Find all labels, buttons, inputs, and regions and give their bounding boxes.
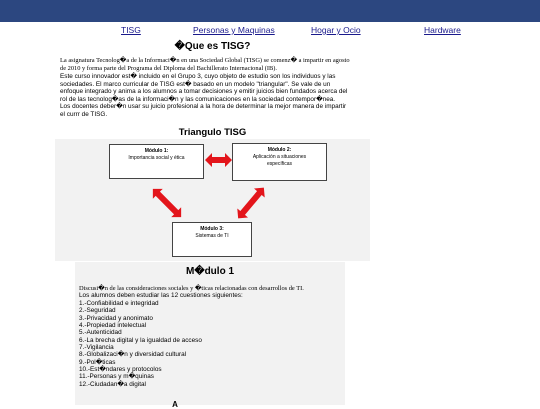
list-item: 2.-Seguridad — [79, 307, 116, 315]
modulo1-issue-list — [79, 300, 345, 388]
modulo2-text: específicas — [266, 161, 292, 167]
modulo1-intro: Discusi�n de las consideraciones sociales y �ticas relacionadas con desarrollos de TI. — [79, 285, 304, 292]
arrow-m1-m2-icon — [205, 153, 232, 167]
list-item: 10.-Est�ndares y protocolos — [79, 366, 162, 374]
modulo3-text: Sistemas de TI — [195, 233, 229, 239]
modulo1-text: Importancia social y ética — [128, 155, 185, 161]
next-heading-fragment: A — [172, 400, 178, 409]
text-line: Los docentes deber�n usar su juicio profesional a la hora de determinar la mejor manera de impartir — [60, 103, 347, 111]
que-es-intro-serif — [60, 57, 372, 72]
arrow-m1-m3-icon — [148, 184, 186, 222]
que-es-body — [60, 73, 372, 119]
list-item: 12.-Ciudadan�a digital — [79, 380, 146, 388]
nav-link-personas-maquinas[interactable]: Personas y Maquinas — [193, 25, 275, 35]
list-item: 4.-Propiedad intelectual — [79, 322, 147, 330]
list-item: 8.-Globalizaci�n y diversidad cultural — [79, 351, 187, 359]
modulo1-section — [75, 262, 345, 409]
modulo2-title: Módulo 2: — [267, 147, 292, 153]
text-line: de 2010 y forma parte del Programa del Diploma del Bachillerato Internacional (IB). — [60, 64, 278, 72]
text-line: rol de las tecnolog�as de la informaci�n y las comunicaciones en la sociedad contempor�nea. — [60, 95, 336, 103]
modulo3-title: Módulo 3: — [200, 226, 224, 232]
nav-link-hogar-ocio[interactable]: Hogar y Ocio — [311, 25, 361, 35]
triangulo-diagram — [55, 139, 370, 261]
nav-link-hardware[interactable]: Hardware — [424, 25, 461, 35]
modulo1-instruction: Los alumnos deben estudiar las 12 cuestiones siguientes: — [79, 292, 243, 299]
list-item: 5.-Autenticidad — [79, 329, 122, 337]
triangulo-arrows — [55, 139, 370, 261]
modulo1-heading: M�dulo 1 — [185, 266, 235, 277]
text-line: el currr de TISG. — [60, 110, 108, 118]
nav-link-tisg[interactable]: TISG — [121, 25, 141, 35]
list-item: 7.-Vigilancia — [79, 344, 114, 352]
text-line: sociedades. El marco curricular de TISG est� basado en un modelo "triangular". Se vale de un — [60, 80, 331, 88]
text-line: enfoque integrado y anima a los alumnos a tomar decisiones y emitir juicios bien fundados acerca del — [60, 88, 348, 96]
que-es-tisg-heading: �Que es TISG? — [174, 41, 251, 52]
text-line: Este curso innovador est� incluido en el Grupo 3, cuyo objeto de estudio son los individuos y las — [60, 73, 336, 80]
list-item: 11.-Personas y m�quinas — [79, 373, 154, 381]
modulo1-title: Módulo 1: — [144, 148, 169, 154]
top-banner — [0, 0, 540, 22]
arrow-m2-m3-icon — [233, 183, 269, 223]
list-item: 3.-Privacidad y anonimato — [79, 314, 153, 322]
modulo2-text: Aplicación a situaciones — [252, 154, 307, 160]
list-item: 9.-Pol�ticas — [79, 358, 116, 366]
triangulo-heading: Triangulo TISG — [178, 127, 247, 138]
list-item: 6.-La brecha digital y la igualdad de acceso — [79, 336, 202, 344]
main-nav — [0, 25, 540, 37]
text-line: La asignatura Tecnolog�a de la Informaci�n en una Sociedad Global (TISG) se comenz� a impartir en agosto — [60, 57, 350, 64]
list-item: 1.-Confiabilidad e integridad — [79, 300, 159, 307]
